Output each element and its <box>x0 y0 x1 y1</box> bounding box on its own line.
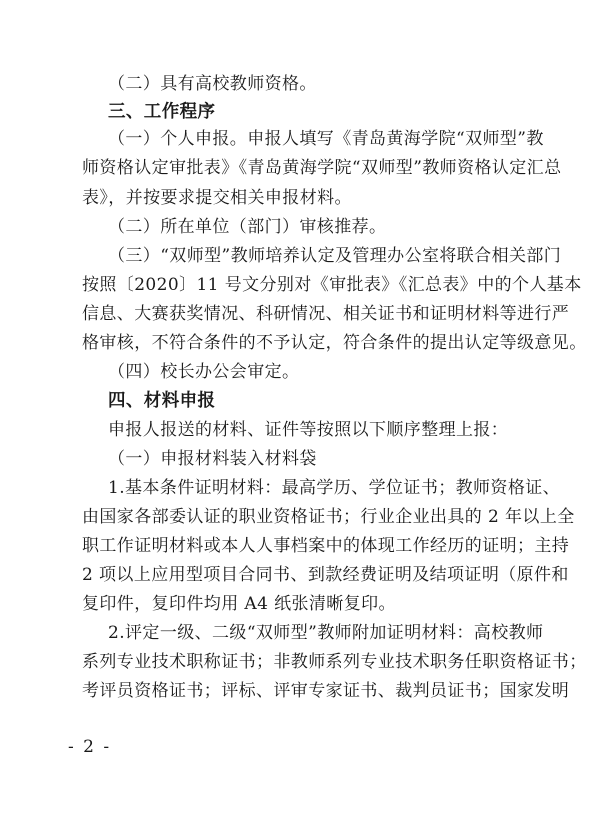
paragraph-line: （四）校长办公会审定。 <box>108 362 300 382</box>
paragraph-line: 表》，并按要求提交相关申报材料。 <box>82 188 352 208</box>
paragraph-line: 1.基本条件证明材料：最高学历、学位证书；教师资格证、 <box>108 478 561 498</box>
paragraph-line: 系列专业技术职称证书；非教师系列专业技术职务任职资格证书； <box>82 652 587 672</box>
page-number: - 2 - <box>68 737 112 757</box>
paragraph-line: 职工作证明材料或本人人事档案中的体现工作经历的证明；主持 <box>82 536 570 556</box>
paragraph-line: （一）申报材料装入材料袋 <box>108 449 317 469</box>
paragraph-line: 2.评定一级、二级“双师型”教师附加证明材料：高校教师 <box>108 623 544 643</box>
paragraph-line: 师资格认定审批表》《青岛黄海学院“双师型”教师资格认定汇总 <box>82 158 562 178</box>
paragraph-line: 考评员资格证书；评标、评审专家证书、裁判员证书；国家发明 <box>82 681 570 701</box>
paragraph-line: 复印件，复印件均用 A4 纸张清晰复印。 <box>82 594 396 614</box>
paragraph-line: 按照〔2020〕11 号文分别对《审批表》《汇总表》中的个人基本 <box>82 275 582 295</box>
paragraph-line: 由国家各部委认证的职业资格证书；行业企业出具的 2 年以上全 <box>82 507 575 527</box>
section-heading-procedure: 三、工作程序 <box>108 102 216 122</box>
paragraph-line: （二）具有高校教师资格。 <box>108 74 317 94</box>
paragraph-line: （一）个人申报。申报人填写《青岛黄海学院“双师型”教 <box>108 129 544 149</box>
paragraph-line: 信息、大赛获奖情况、科研情况、相关证书和证明材料等进行严 <box>82 304 570 324</box>
section-heading-materials: 四、材料申报 <box>108 391 216 411</box>
paragraph-line: （二）所在单位（部门）审核推荐。 <box>108 217 387 237</box>
paragraph-line: 2 项以上应用型项目合同书、到款经费证明及结项证明（原件和 <box>82 565 569 585</box>
paragraph-line: 格审核，不符合条件的不予认定，符合条件的提出认定等级意见。 <box>82 333 587 353</box>
paragraph-line: （三）“双师型”教师培养认定及管理办公室将联合相关部门 <box>108 246 562 266</box>
paragraph-line: 申报人报送的材料、证件等按照以下顺序整理上报： <box>108 420 509 440</box>
